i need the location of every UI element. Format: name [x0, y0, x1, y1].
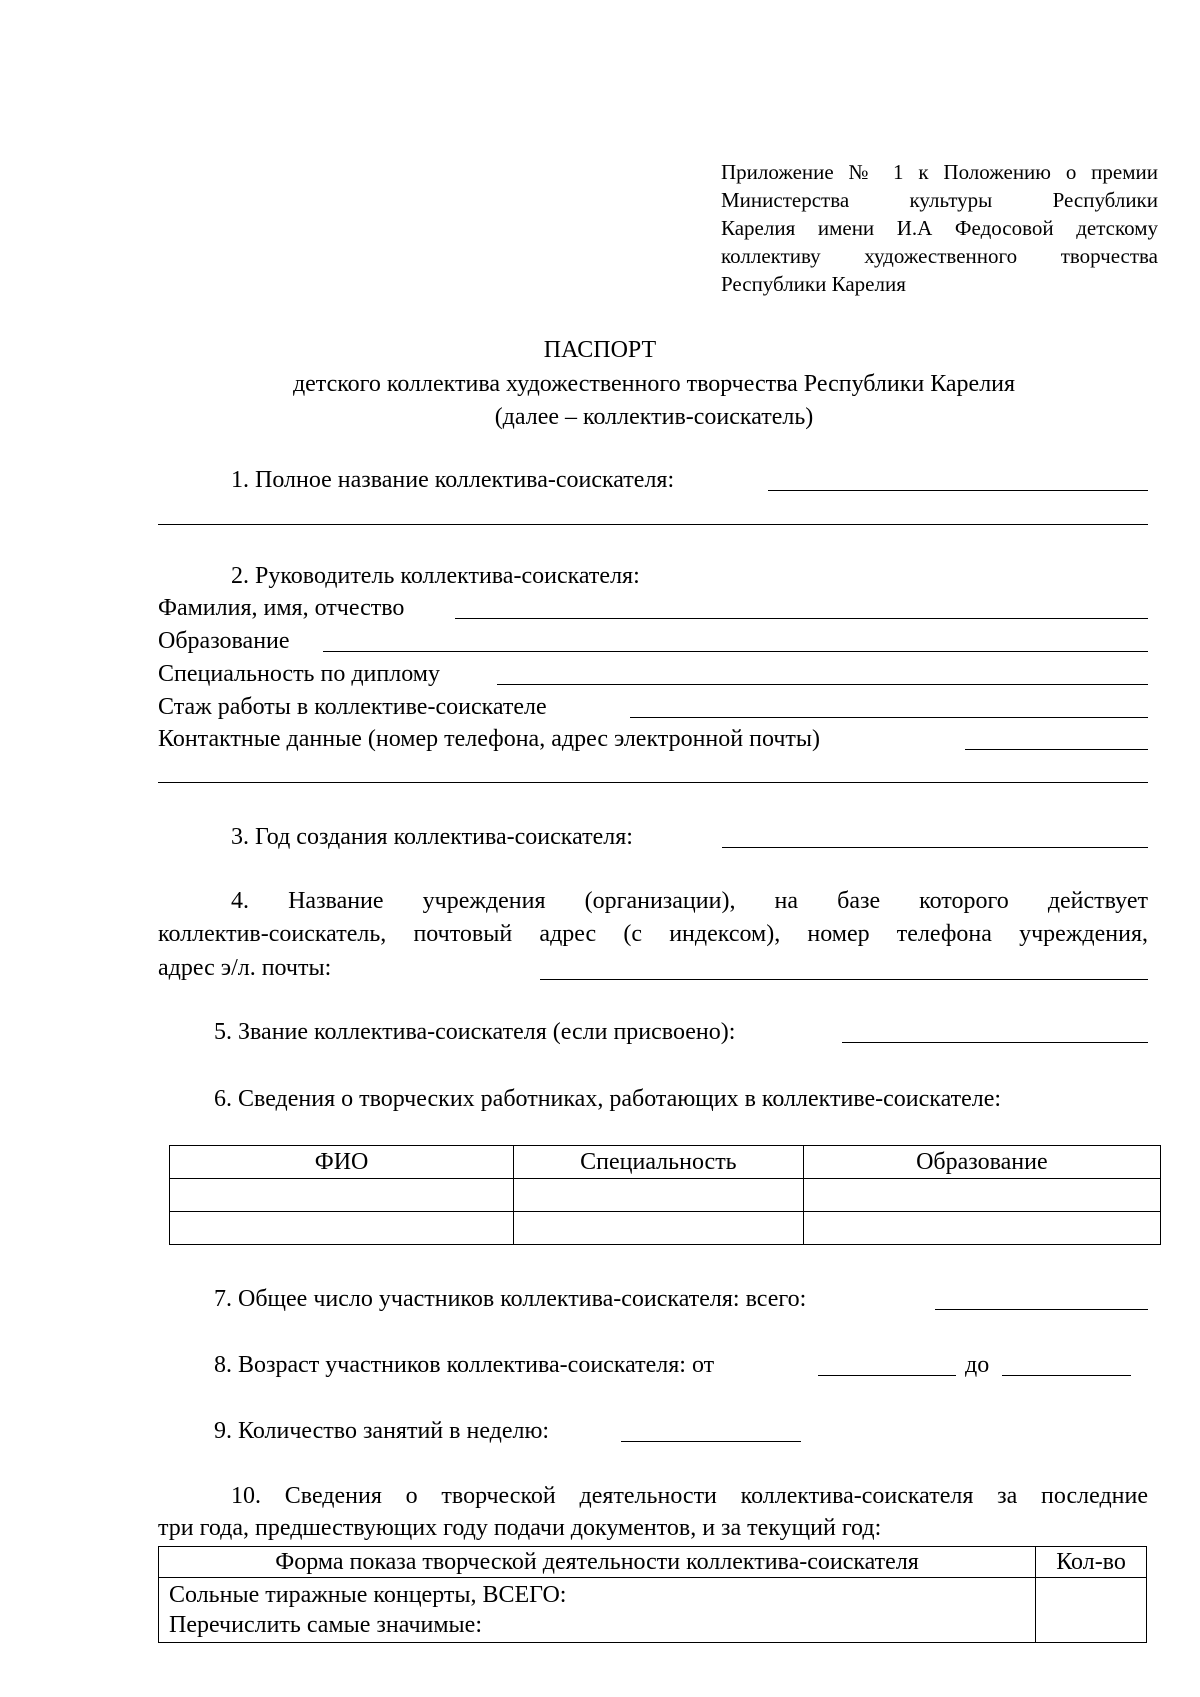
leader-education-label: Образование	[158, 628, 290, 654]
document-title: ПАСПОРТ	[543, 337, 657, 363]
staff-cell[interactable]	[803, 1212, 1160, 1245]
section-1-label: 1. Полное название коллектива-соискателя:	[231, 467, 675, 493]
section-3-label: 3. Год создания коллектива-соискателя:	[231, 824, 633, 850]
leader-fio-label: Фамилия, имя, отчество	[158, 595, 405, 621]
activity-row-line: Перечислить самые значимые:	[169, 1612, 482, 1638]
activity-table	[158, 1546, 1147, 1643]
staff-cell[interactable]	[170, 1212, 514, 1245]
activity-count-cell[interactable]	[1036, 1578, 1147, 1643]
age-to-label: до	[965, 1352, 990, 1378]
leader-experience-label: Стаж работы в коллективе-соискателе	[158, 694, 547, 720]
staff-cell[interactable]	[170, 1179, 514, 1212]
collective-title-line[interactable]	[842, 1042, 1148, 1043]
table-row	[170, 1179, 1161, 1212]
full-name-line[interactable]	[768, 490, 1148, 491]
staff-table	[169, 1145, 1161, 1245]
appendix-line: коллективу художественного творчества	[721, 244, 1158, 268]
lessons-per-week-line[interactable]	[621, 1441, 801, 1442]
section-10-line: три года, предшествующих году подачи документов, и за текущий год:	[158, 1515, 882, 1541]
staff-table-header: ФИО	[170, 1146, 514, 1179]
section-4-line: 4. Название учреждения (организации), на базе которого действует	[231, 888, 1148, 914]
appendix-line: Министерства культуры Республики	[721, 188, 1158, 212]
leader-fio-line[interactable]	[455, 618, 1148, 619]
activity-table-header: Кол-во	[1036, 1547, 1147, 1578]
leader-contacts-line[interactable]	[965, 749, 1148, 750]
section-2-heading: 2. Руководитель коллектива-соискателя:	[231, 563, 640, 589]
activity-cell[interactable]	[159, 1578, 1036, 1643]
institution-line[interactable]	[540, 979, 1148, 980]
document-subtitle: детского коллектива художественного творчества Республики Карелия	[292, 371, 1016, 397]
appendix-line: Карелия имени И.А Федосовой детскому	[721, 216, 1158, 240]
appendix-line: Республики Карелия	[721, 272, 906, 296]
section-8-label: 8. Возраст участников коллектива-соискателя: от	[214, 1352, 715, 1378]
age-from-line[interactable]	[818, 1375, 956, 1376]
section-5-label: 5. Звание коллектива-соискателя (если присвоено):	[214, 1019, 736, 1045]
age-to-line[interactable]	[1002, 1375, 1131, 1376]
section-4-line: коллектив-соискатель, почтовый адрес (с индексом), номер телефона учреждения,	[158, 921, 1148, 947]
leader-education-line[interactable]	[323, 651, 1148, 652]
participants-total-line[interactable]	[935, 1309, 1148, 1310]
table-row	[159, 1578, 1147, 1643]
staff-cell[interactable]	[514, 1179, 804, 1212]
leader-contacts-line-2[interactable]	[158, 782, 1148, 783]
leader-experience-line[interactable]	[630, 717, 1148, 718]
full-name-line-2[interactable]	[158, 524, 1148, 525]
leader-contacts-label: Контактные данные (номер телефона, адрес электронной почты)	[158, 726, 821, 752]
section-4-line: адрес э/л. почты:	[158, 955, 332, 981]
section-9-label: 9. Количество занятий в неделю:	[214, 1418, 550, 1444]
section-7-label: 7. Общее число участников коллектива-соискателя: всего:	[214, 1286, 807, 1312]
leader-specialty-label: Специальность по диплому	[158, 661, 440, 687]
staff-table-header: Образование	[803, 1146, 1160, 1179]
leader-specialty-line[interactable]	[497, 684, 1148, 685]
section-6-label: 6. Сведения о творческих работниках, работающих в коллективе-соискателе:	[214, 1086, 1002, 1112]
staff-cell[interactable]	[514, 1212, 804, 1245]
table-row	[170, 1212, 1161, 1245]
document-subtitle-note: (далее – коллектив-соискатель)	[494, 404, 814, 430]
appendix-line: Приложение № 1 к Положению о премии	[721, 160, 1158, 184]
activity-row-line: Сольные тиражные концерты, ВСЕГО:	[169, 1582, 567, 1608]
staff-table-header: Специальность	[514, 1146, 804, 1179]
founding-year-line[interactable]	[722, 847, 1148, 848]
section-10-line: 10. Сведения о творческой деятельности коллектива-соискателя за последние	[231, 1483, 1148, 1509]
staff-cell[interactable]	[803, 1179, 1160, 1212]
activity-table-header: Форма показа творческой деятельности коллектива-соискателя	[159, 1547, 1036, 1578]
